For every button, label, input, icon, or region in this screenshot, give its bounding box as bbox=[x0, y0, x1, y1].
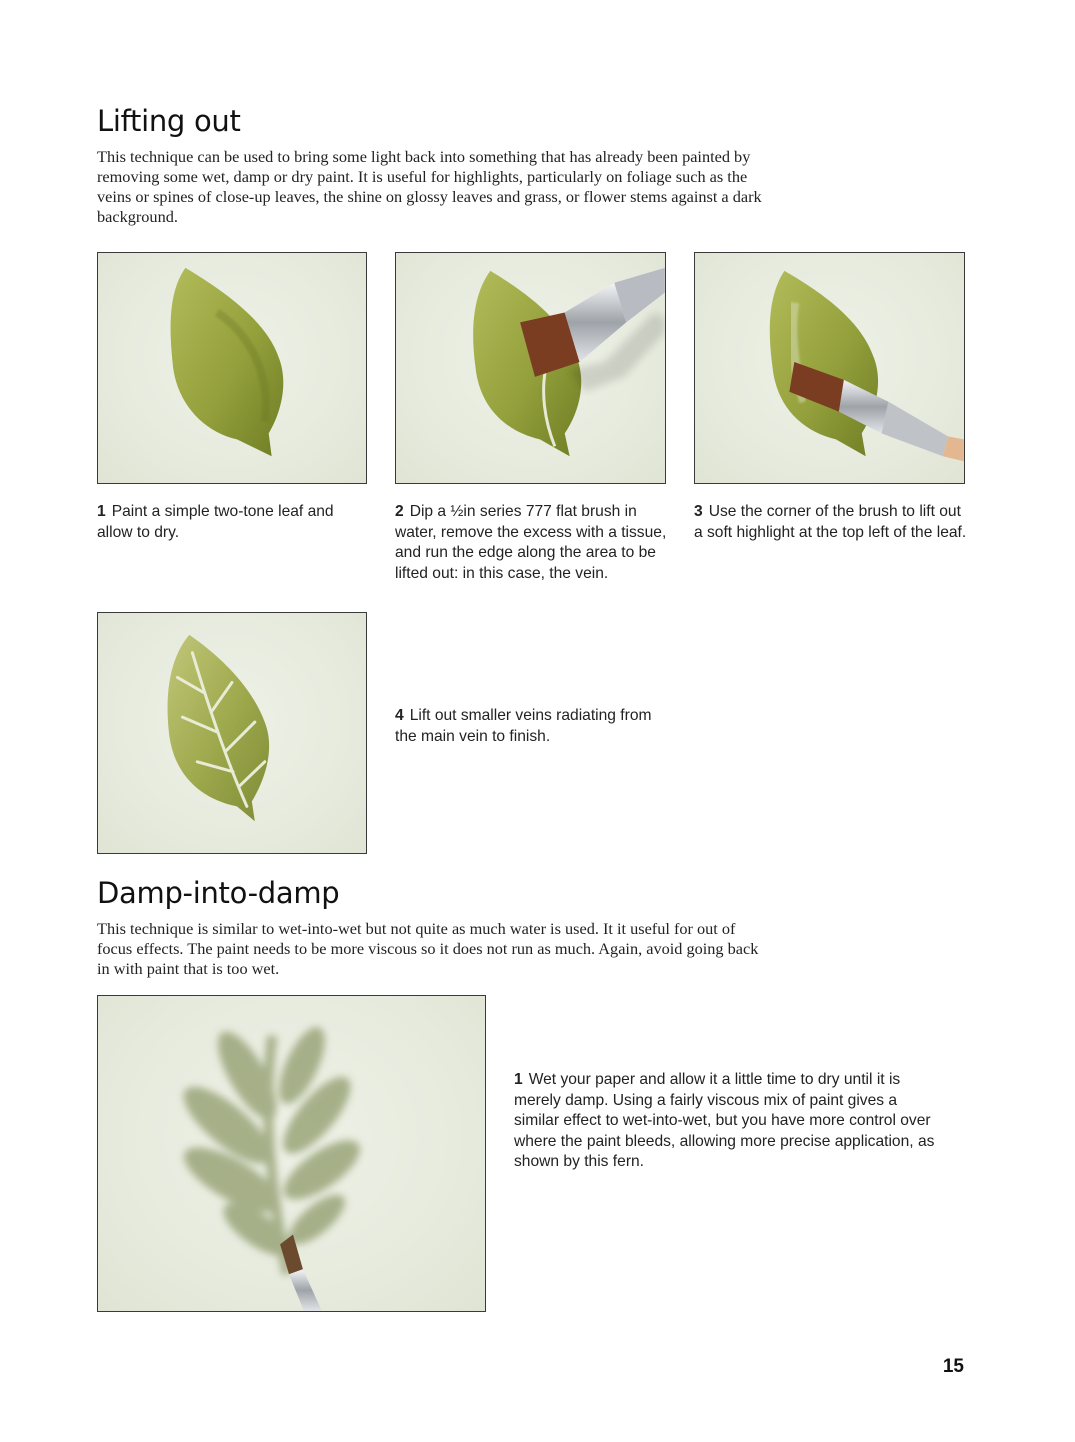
step-3-caption bbox=[694, 502, 969, 543]
step-4-caption bbox=[395, 706, 667, 747]
step-1-photo bbox=[97, 252, 367, 484]
fern-photo bbox=[97, 995, 486, 1312]
damp-step-1-caption bbox=[514, 1070, 944, 1173]
damp-into-damp-intro: This technique is similar to wet-into-wet but not quite as much water is used. It it useful for out of focus effects. The paint needs to be more viscous so it does not run as much. Again, avoid going back in with paint that is too wet. bbox=[97, 919, 759, 978]
leaf-with-brush-illustration bbox=[396, 253, 665, 483]
step-1-caption bbox=[97, 502, 369, 543]
section-title-lifting-out: Lifting out bbox=[97, 104, 241, 138]
step-text: Paint a simple two-tone leaf and allow to dry. bbox=[97, 503, 334, 541]
step-text: Wet your paper and allow it a little time to dry until it is merely damp. Using a fairly viscous mix of paint gives a similar effect to wet-into-wet, but you have more control over where the paint bleeds, allowing more precise application, as shown by this fern. bbox=[514, 1071, 935, 1170]
leaf-with-veins-illustration bbox=[98, 613, 366, 853]
step-text: Use the corner of the brush to lift out a soft highlight at the top left of the leaf. bbox=[694, 503, 967, 541]
section-title-damp-into-damp: Damp-into-damp bbox=[97, 876, 340, 910]
leaf-illustration bbox=[98, 253, 366, 483]
step-number: 3 bbox=[694, 503, 703, 520]
step-text: Dip a ½in series 777 flat brush in water, remove the excess with a tissue, and run the edge along the area to be lifted out: in this case, the vein. bbox=[395, 503, 667, 582]
leaf-with-brush-illustration bbox=[695, 253, 964, 483]
step-number: 1 bbox=[514, 1071, 523, 1088]
step-2-caption bbox=[395, 502, 667, 584]
step-4-photo bbox=[97, 612, 367, 854]
step-number: 1 bbox=[97, 503, 106, 520]
step-3-photo bbox=[694, 252, 965, 484]
fern-illustration bbox=[98, 996, 485, 1311]
lifting-out-intro: This technique can be used to bring some light back into something that has already been painted by removing some wet, damp or dry paint. It is useful for highlights, particularly on foliage such as the veins or spines of close-up leaves, the shine on glossy leaves and grass, or flower stems against a dark background. bbox=[97, 147, 762, 226]
step-2-photo bbox=[395, 252, 666, 484]
step-number: 2 bbox=[395, 503, 404, 520]
step-text: Lift out smaller veins radiating from the main vein to finish. bbox=[395, 707, 652, 745]
step-number: 4 bbox=[395, 707, 404, 724]
page-number: 15 bbox=[942, 1356, 964, 1377]
